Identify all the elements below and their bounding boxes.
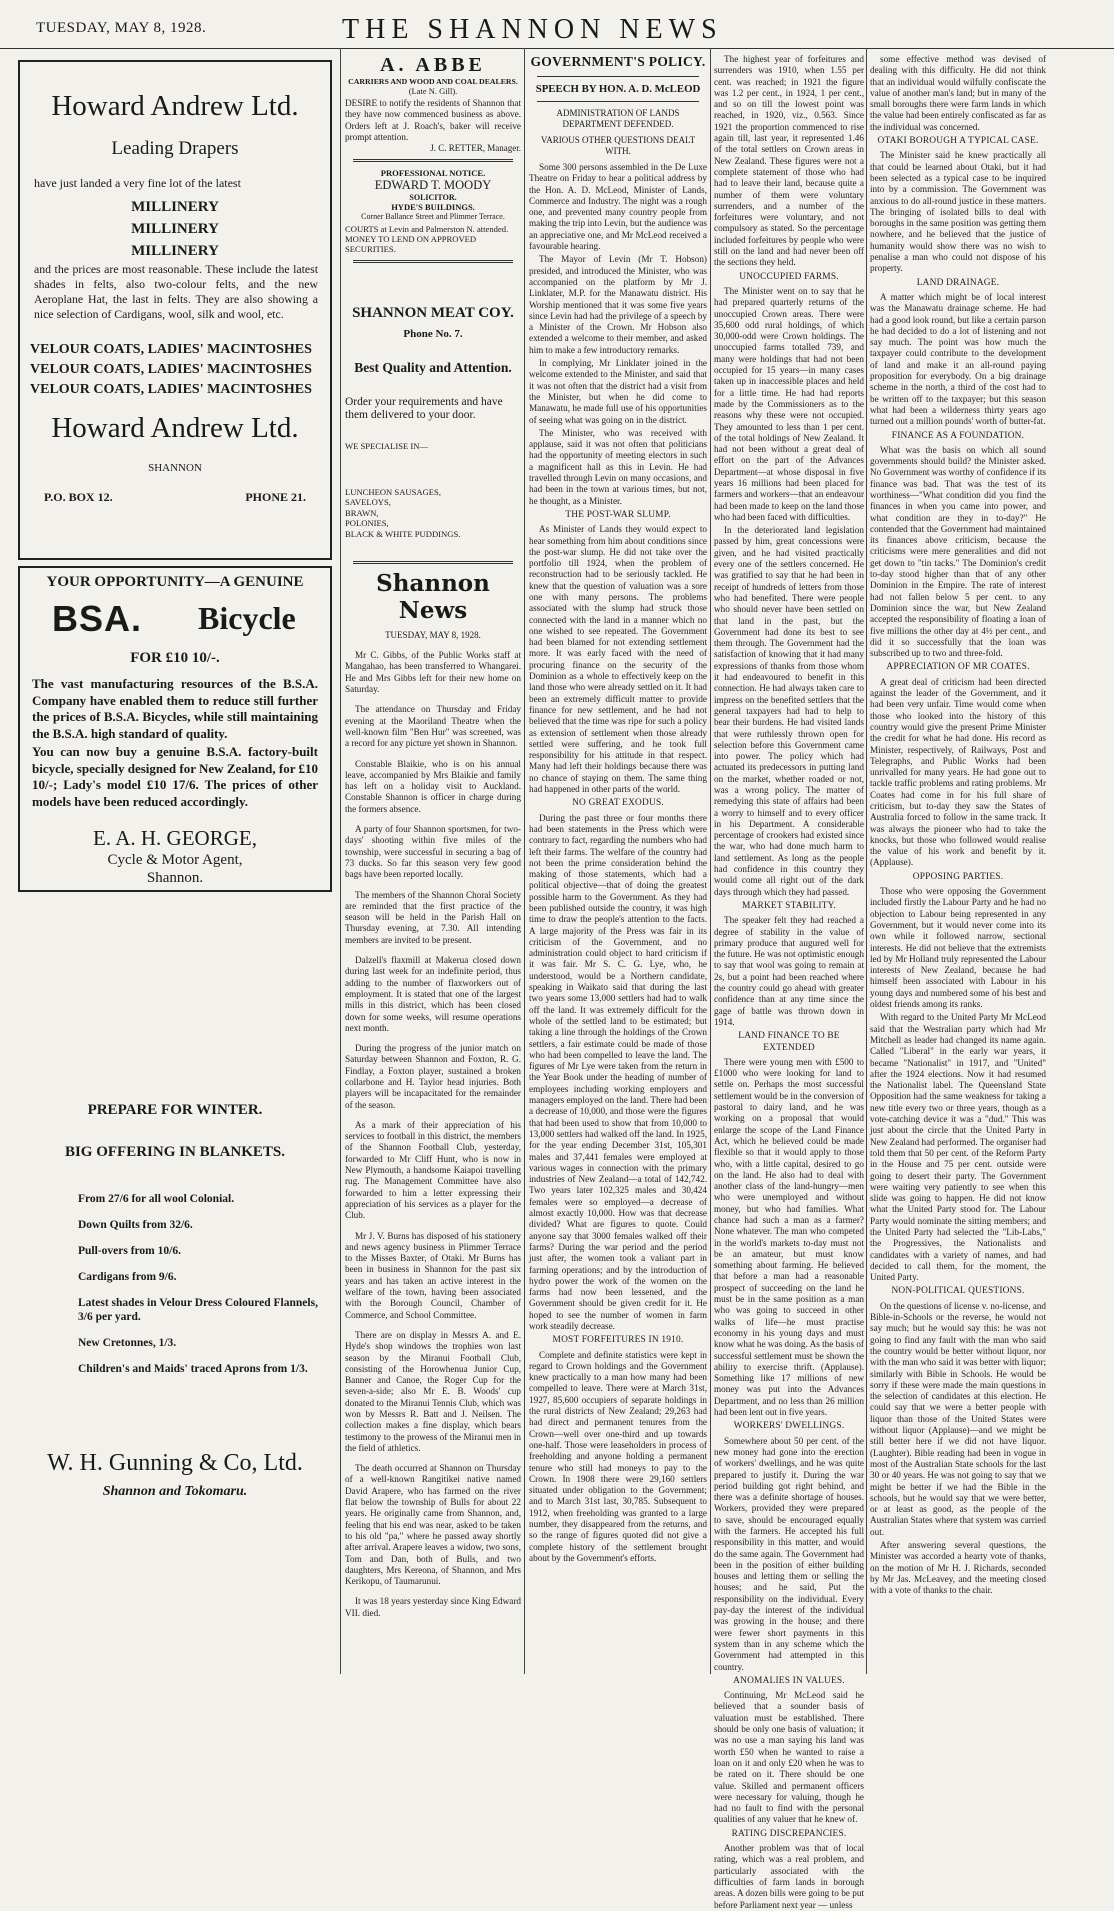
bsa-body: The vast manufacturing resources of the B.S.A. Company have enabled them to reduce still further the prices of B.S.A. Bicycles, while still maintaining the B.S.A. high standard of quality. xyxy=(32,676,318,741)
divider xyxy=(353,159,513,162)
winter-item: Cardigans from 9/6. xyxy=(78,1271,177,1283)
article-paragraph: What was the basis on which all sound governments should build? the Minister asked. No Government was worthy of confidence if its finance was bad. That was the test of its worthiness—"What condition did you find the finances in when you came into power, and what condition are they in to-day?" He contended that the Government had maintained its finances above criticism, because the criticisms were mere generalities and did not get down to "tin tacks." The Dominion's credit to-day stood higher than that of any other Dominion in the Empire. The rate of interest had not fallen below 5 per cent. to any Dominion since the war, but New Zealand accepted the responsibility of floating a loan of five millions the other day at 4½ per cent., and did it so successfully that the loan was subscribed up to two and three-fold. xyxy=(870,444,1046,659)
abbe-sign: J. C. RETTER, Manager. xyxy=(430,143,521,154)
article-paragraph: some effective method was devised of dealing with this difficulty. He did not think that an individual would wilfully confiscate the value of another man's land; but in many of the small boroughs there were farm lands in which the value had been entirely confiscated as far as the individual was concerned. xyxy=(870,54,1046,132)
gunning-winter-ad xyxy=(18,1056,332,1556)
winter-item: Pull-overs from 10/6. xyxy=(78,1245,181,1257)
coats-line: VELOUR COATS, LADIES' MACINTOSHES xyxy=(30,342,312,357)
shannon-news-title: Shannon News xyxy=(376,570,490,625)
news-item: It was 18 years yesterday since King Edward VII. died. xyxy=(345,1596,521,1618)
moody-notice: PROFESSIONAL NOTICE. xyxy=(380,168,486,179)
article-paragraph: In complying, Mr Linklater joined in the welcome extended to the Minister, and said that it was not often that the district had a visit from the Minister, but when he did come to Manawatu, he made full use of his opportunities of seeing what was going on in the district. xyxy=(529,358,707,425)
section-heading: NO GREAT EXODUS. xyxy=(572,798,664,809)
meat-phone: Phone No. 7. xyxy=(403,327,463,340)
abbe-late: (Late N. Gill). xyxy=(408,86,458,96)
article-paragraph: In the deteriorated land legislation passed by him, great concessions were given, and he had visited practically every one of the settlers concerned. He was gratified to say that he had been in receipt of hundreds of letters from those who had benefited. There were people who should never have been settled on that land in the past, but the Government had done its best to see them through. The Government had the satisfaction of knowing that it had many expressions of thanks from those whom it had endeavoured to benefit in this connection. He had always taken care to impress on the benefited settlers that the general taxpayers had had to help to bear their burdens. He had visited lands that were ruthlessly thrown open for selection before this Government came into power. The policy which had actuated its predecessors in putting land on the market, whether roaded or not, was a wrong policy. The matter of remedying this state of affairs had been a worry to himself and to every officer in his Department. A considerable percentage of crookers had existed since the war, who had done much harm to land settlement. As long as the people had confidence in this country they would come all right out of the dark days through which they had passed. xyxy=(714,525,864,897)
millinery-line: MILLINERY xyxy=(131,199,219,215)
shannon-news-items xyxy=(345,650,521,1619)
meat-good: SAVELOYS, xyxy=(345,497,391,508)
meat-special: WE SPECIALISE IN— xyxy=(345,440,429,451)
article-paragraph: Complete and definite statistics were kept in regard to Crown holdings and the Government knew practically to a man how many had been compelled to leave. There were at March 31st, 1927, 85,600 occupiers of separate holdings in the rural districts of New Zealand; 29,263 had had direct and permanent tenures from the Crown—well over one-third and up towards one-half. Those were leaseholders in process of freeholding and anyone holding a permanent tenure who still had moneys to pay to the Crown. In 1908 there were 29,160 settlers situated under obligation to the Government; and to March 31st last, 30,785. Subsequent to 1912, when freeholding was granted to a large number, they disappeared from the returns, and so the range of figures quoted did not give a complete history of the settlement brought about by the Government's efforts. xyxy=(529,1349,707,1563)
article-paragraph: There were young men with £500 to £1000 who were looking for land to settle on. Perhaps the most successful settlement would be in the conversion of pastoral to dairy land, and he was working on a proposal that would enlarge the scope of the Land Finance Act, which he believed could be made flexible so that it would apply to those who, with a little capital, desired to go on the land. He also had to deal with another class of the land-hungry—men who were unemployed and without money, but who had families. What chance had such a man as a farmer? None whatever. The man who competed in the world's markets to-day must not be an amateur, but must know something about farming. He believed that before a man had a reasonable prospect of succeeding on the land he must be in the same position as a man who was going to succeed in other walks of life—he must practise economy in his young days and must know what he was doing. As the basis of successful settlement must be shown the ability to exercise thrift. (Applause). Something like 17 millions of new money was put into the Advances Department, and no less than 26 million had been lent out in five years. xyxy=(714,1056,864,1418)
bsa-price: FOR £10 10/-. xyxy=(130,650,220,666)
column-rule xyxy=(524,48,525,1674)
bsa-body-2: You can now buy a genuine B.S.A. factory-built bicycle, specially designed for New Zealand, for £10 10/-; Lady's model £10 17/6. The prices of other models have been reduced accordingly. xyxy=(32,744,318,809)
abbe-body: DESIRE to notify the residents of Shannon that they have now commenced business as above. Orders left at J. Roach's, baker will receive prompt attention. xyxy=(345,98,521,142)
column-policy-1 xyxy=(529,54,707,1666)
policy-admin: ADMINISTRATION OF LANDS DEPARTMENT DEFENDED. xyxy=(556,108,680,129)
howard-name: Howard Andrew Ltd. xyxy=(51,90,299,122)
howard-place: SHANNON xyxy=(148,462,202,474)
issue-date: TUESDAY, MAY 8, 1928. xyxy=(36,20,207,36)
coats-line: VELOUR COATS, LADIES' MACINTOSHES xyxy=(30,362,312,377)
article-paragraph: Another problem was that of local rating, which was a real problem, and particularly associated with the difficulties of farm lands in borough areas. A dozen bills were going to be put before Parliament next year — unless xyxy=(714,1843,864,1910)
bsa-trade: Cycle & Motor Agent, xyxy=(107,852,243,868)
masthead xyxy=(0,0,1114,49)
millinery-line: MILLINERY xyxy=(131,221,219,237)
howard-andrew-ad xyxy=(18,60,332,560)
section-heading: APPRECIATION OF MR COATES. xyxy=(886,662,1030,673)
meat-order: Order your requirements and have them delivered to your door. xyxy=(345,395,503,422)
article-paragraph: The speaker felt they had reached a degree of stability in the value of primary produce that augured well for the future. He was not optimistic enough to say that wool was going to remain at 2s, but a point had been reached where the country could go ahead with greater confidence than at any time since the gage of battle was thrown down in 1914. xyxy=(714,915,864,1027)
meat-goods xyxy=(345,487,521,540)
winter-item: Down Quilts from 32/6. xyxy=(78,1219,193,1231)
policy-text-1 xyxy=(529,162,707,1564)
news-item: As a mark of their appreciation of his services to football in this district, the members of the Shannon Football Club, yesterday, forwarded to Mr Cliff Hunt, who is now in New Plymouth, a handsome Kaiapoi travelling rug. The Management Committee have also forwarded to him a letter expressing their appreciation of his services as a player for the Club. xyxy=(345,1119,521,1221)
news-item: Dalzell's flaxmill at Makerua closed down during last week for an indefinite period, thus adding to the number of flaxworkers out of employment. It is stated that one of the largest mills in this district, which has been closed down for some weeks, will resume operations next month. xyxy=(345,955,521,1033)
meat-good: BRAWN, xyxy=(345,507,379,518)
article-paragraph: After answering several questions, the Minister was accorded a hearty vote of thanks, on the motion of Mr H. J. Richards, seconded by Mr Jas. McLeavey, and the meeting closed with a vote of thanks to the chair. xyxy=(870,1540,1046,1596)
meat-good: POLONIES, xyxy=(345,518,389,529)
article-paragraph: On the questions of license v. no-license, and Bible-in-Schools or the reverse, he would not say much; but he would say this: he was not going to find any fault with the man who said the country would be better without liquor, nor with the man who said it was better with liquor; similarly with Bible in Schools. He would be sorry if these were made the main questions in the selection of candidates at this election. He could say that we were a better people with liquor than those of the United States were without liquor (Applause)—and we might be still better here if we did not have liquor. (Laughter). Bible reading had been in vogue in most of the Australian State schools for the last 30 or 40 years. He was not going to say that we might be better if we had the Bible in the schools, but he would say that we were better, or at least as good, as the people of the Australian States where that system was carried out. xyxy=(870,1300,1047,1537)
bsa-headline: YOUR OPPORTUNITY—A GENUINE xyxy=(46,574,304,590)
section-heading: LAND FINANCE TO BE EXTENDED xyxy=(738,1031,840,1053)
winter-subtitle: BIG OFFERING IN BLANKETS. xyxy=(64,1144,286,1160)
winter-items xyxy=(78,1192,318,1388)
news-item: A party of four Shannon sportsmen, for two-days' shooting within five miles of the township, were successful in securing a bag of 73 ducks. So far this season very few good bags have been reported locally. xyxy=(345,824,521,880)
policy-various: VARIOUS OTHER QUESTIONS DEALT WITH. xyxy=(540,135,696,156)
news-item: There are on display in Messrs A. and E. Hyde's shop windows the trophies won last season by the Miranui Football Club, consisting of the Horowhenua Junior Cup, Banner and Canoe, the Roger Cup for the seven-a-side; also Mr E. B. Woods' cup donated to the Miranui Tennis Club, which was won by Messrs R. Batt and J. Neilsen. The collection makes a fine display, which bears testimony to the prowess of the Miranui men in the field of athletics. xyxy=(345,1329,521,1453)
column-policy-3 xyxy=(870,54,1046,1666)
millinery-line: MILLINERY xyxy=(131,243,219,259)
article-paragraph: As Minister of Lands they would expect to hear something from him about conditions since the post-war slump. He did not take over the portfolio till 1924, when the problem of reconstruction had to be seriously tackled. He knew that the question of valuation was a sore one with many persons. The problems associated with the slump had struck those connected with the land in a manner which no one wished to see repeated. The Government had been blamed for not extending settlement more. It was early faced with the need of procuring finance on the security of the Dominion as a whole to effectively keep on the land those who were already settled on it. It had been an extremely difficult matter to provide finance for new settlement, and he had not believed that the time was ripe for such a policy as extension of settlement when those already settled were suffering, and he took full responsibility for his attitude in that respect. Many had left their holdings because there was no chance of staying on them. The same thing had happened in other parts of the world. xyxy=(529,524,707,795)
bsa-dealer: E. A. H. GEORGE, xyxy=(93,826,257,850)
policy-title: GOVERNMENT'S POLICY. xyxy=(530,54,706,69)
meat-quality: Best Quality and Attention. xyxy=(354,359,512,375)
policy-text-3 xyxy=(870,54,1046,1596)
column-rule xyxy=(710,48,711,1674)
news-item: The attendance on Thursday and Friday evening at the Maoriland Theatre when the well-known film "Ben Hur" was screened, was a record for any picture yet shown in Shannon. xyxy=(345,704,521,749)
divider xyxy=(537,101,699,102)
gunning-firm: W. H. Gunning & Co, Ltd. xyxy=(47,1450,303,1476)
news-item: The death occurred at Shannon on Thursday of a well-known Rangitikei native named David Arapere, who has farmed on the river flat below the township of Bulls for about 22 years. He originally came from Shannon, and, feeling that his end was near, asked to be taken to his old "pa," where he passed away shortly after arrival. Arapere leaves a widow, two sons, Tom and Dan, both of Bulls, and two daughters, Mrs Kereona, of Shannon, and Mrs Kerikopu, of Taumarunui. xyxy=(345,1463,521,1587)
section-heading: MOST FORFEITURES IN 1910. xyxy=(552,1335,684,1346)
news-item: Constable Blaikie, who is on his annual leave, accompanied by Mrs Blaikie and family has left on a holiday visit to Auckland. Constable Shannon is officer in charge during the formers absence. xyxy=(345,758,521,814)
section-heading: NON-POLITICAL QUESTIONS. xyxy=(891,1286,1025,1297)
section-heading: THE POST-WAR SLUMP. xyxy=(565,509,671,520)
moody-role: SOLICITOR. xyxy=(409,193,457,203)
article-paragraph: Those who were opposing the Government included firstly the Labour Party and he had no objection to Labour being represented in any Government, but it would never come into its own while it followed narrow, sectional interests. He did not believe that the extremists led by Mr Holland truly represented the Labour interests of New Zealand, because he had himself been associated with Labour in his young days and numbered some of his best and oldest friends among its ranks. xyxy=(870,886,1046,1010)
policy-speech: SPEECH BY HON. A. D. McLEOD xyxy=(535,83,701,95)
winter-item: Latest shades in Velour Dress Coloured Flannels, 3/6 per yard. xyxy=(78,1297,318,1323)
moody-courts: COURTS at Levin and Palmerston N. attended. xyxy=(345,223,509,234)
divider xyxy=(353,260,513,263)
meat-good: LUNCHEON SAUSAGES, xyxy=(345,486,441,497)
winter-title: PREPARE FOR WINTER. xyxy=(87,1102,263,1118)
article-paragraph: The Minister went on to say that he had prepared quarterly returns of the unoccupied Crown areas. There were 35,600 odd rural holdings, of which 30,000-odd were Crown holdings. The unoccupied farms totalled 739, and many were holdings that had not been occupied for 15 years—in many cases taken up in inaccessible places and held for a little time. He had had reports made by the Commissioners as to the reasons why these were not occupied. They amounted to less than 1 per cent. of the total holdings of New Zealand. It had not been without a great deal of effort on the part of the Advances Department—at whose disposal in five years 16 millions had been placed for farmers and workers—that an endeavour had been made to keep on the land those who had been faced with difficulties. xyxy=(714,285,865,522)
coats-list xyxy=(30,340,324,400)
moody-name: EDWARD T. MOODY xyxy=(374,178,492,193)
column-notices xyxy=(345,54,521,1666)
policy-text-2 xyxy=(714,54,864,1911)
news-item: The members of the Shannon Choral Society are reminded that the first practice of the season will be held in the Parish Hall on Thursday evening, at 7.30. All intending members are invited to be present. xyxy=(345,889,521,945)
section-heading: OPPOSING PARTIES. xyxy=(912,871,1004,882)
article-paragraph: Somewhere about 50 per cent. of the new money had gone into the erection of workers' dwellings, and he was quite prepared to justify it. During the war period building got right behind, and there was a definite shortage of houses. Workers, provided they were prepared to save, should be encouraged equally with the farmers. He accepted his full responsibility in this matter, and would do the same again. The Government had been in the position of either building houses and letting them or selling the houses; and he said, Put the responsibility on the individual. Every pay-day the interest of the individual was growing in the house; and there were fewer short payments in this system than in any scheme which the Government had attempted in this country. xyxy=(714,1435,864,1672)
divider xyxy=(537,76,699,77)
coats-line: VELOUR COATS, LADIES' MACINTOSHES xyxy=(30,382,312,397)
bsa-product: Bicycle xyxy=(198,600,296,636)
article-paragraph: A matter which might be of local interest was the Manawatu drainage scheme. He had had a good look round, but like a certain parson he had decided to do a lot of listening and not say much. The point was how much the taxpayer could contribute to the development of land and make it an all-round paying proposition for everybody. On a big drainage scheme in the north, a third of the cost had to be written off to the taxpayer; but this season what had been a wilderness thirty years ago turned out a million pounds' worth of butter-fat. xyxy=(870,291,1046,427)
article-paragraph: The highest year of forfeitures and surrenders was 1910, when 1.55 per cent. was reached; in 1921 the figure was 1.2 per cent., in 1924, 1 per cent., and so on till the lowest point was reached, in 1920, viz., 0.563. Since 1921 the proportion commenced to rise again till, last year, it represented 1.46 of the total settlers on Crown areas in New Zealand. These figures were not a complete statement of those who had had to leave their land, because quite a number of them were voluntary surrenders, and a number of the forfeitures were voluntary, and not compulsory as stated. So the percentage included forfeitures by people who were still on the land and had never been off the sections they held. xyxy=(714,54,864,268)
winter-item: From 27/6 for all wool Colonial. xyxy=(78,1193,235,1205)
moody-address: Corner Ballance Street and Plimmer Terrace. xyxy=(361,212,505,222)
column-rule xyxy=(340,48,341,1674)
article-paragraph: During the past three or four months there had been statements in the Press which were contrary to fact, regarding the numbers who had left their farms. The welfare of the country had not been the prime consideration behind the making of those statements, which had a political objective—that of doing the greatest possible harm to the Government. As they had been published outside the country, it was high time to draw the people's attention to the facts. A large majority of the Press was fair in its criticism of the Government, and no administration could object to hard criticism if it was fair. Mr S. C. G. Lye, who, he understood, would be a Northern candidate, speaking in Waikato said that during the last two years some 13,000 settlers had had to walk off the land. It was extremely difficult for the whole of the settled land to be estimated; but taking a line through the holdings of the Crown settlers, a fair estimate could be made of those who had been compelled to leave the land. The figures of Mr Lye were taken from the return in the Year Book under the heading of number of employees including working employers and managers employed on the land. There had been a decrease of 10,000, and those were the figures that had been used to show that from 10,000 to 13,000 settlers had walked off the land. In 1925, for the year ending December 31st, 105,301 males and 37,441 females were employed at various wages in connection with the primary industries of New Zealand—a total of 142,742. Two years later 102,325 males and 30,424 females were so employed—a decrease of almost exactly 10,000. How was that decrease divided? What are figures to quote. Could anyone say that 3000 females walked off their farms? During the war period and the period just after, the women took a valiant part in farming operations; and by the introduction of hydro power the work of the women on the farms had now been lessened, and the Government should be given credit for it. He hoped to see the number of women in farm work steadily decrease. xyxy=(529,812,707,1331)
millinery-list xyxy=(20,196,330,262)
moody-building: HYDE'S BUILDINGS. xyxy=(391,202,475,213)
howard-po-box: P.O. BOX 12. xyxy=(44,490,113,504)
section-heading: FINANCE AS A FOUNDATION. xyxy=(891,430,1025,441)
howard-description: and the prices are most reasonable. These include the latest shades in felts, also two-colour felts, and the new Aeroplane Hat, the last in felts. They are also showing a nice selection of Cardigans, wool, silk and wool, etc. xyxy=(34,262,318,321)
article-paragraph: Continuing, Mr McLeod said he believed that a sounder basis of valuation must be established. There should be only one basis of valuation; it was no use a man saying his land was worth £50 when he wanted to raise a loan on it and only £20 when he was to be rated on it. There should be one value. Skilled and permanent officers were necessary for valuing, though he had no fault to find with the personal qualities of any valuer that he knew of. xyxy=(714,1690,864,1825)
abbe-trade: CARRIERS AND WOOD AND COAL DEALERS. xyxy=(348,77,518,86)
article-paragraph: A great deal of criticism had been directed against the leader of the Government, and it had been very unfair. Time would come when those who looked into the history of this country would give the present Prime Minister the credit for what he had done. His record as Minister, respectively, of Railways, Post and Telegraphs, and Public Works had been unrivalled for many years. He had gone out to tackle traffic problems and rating problems. Mr Coates had come in for his full share of criticism, but to-day they saw the States of Australia forced to follow in the same track. It was always the pioneer who had to take the knocks, but those who followed would realise the value of his work and benefit by it. (Applause). xyxy=(870,676,1046,868)
howard-name-footer: Howard Andrew Ltd. xyxy=(51,412,299,444)
gunning-towns: Shannon and Tokomaru. xyxy=(102,1484,248,1499)
abbe-name: A. ABBE xyxy=(380,54,486,76)
article-paragraph: The Minister, who was received with applause, said it was not often that politicians had the opportunity of meeting electors in such a magnificent hall as this in Levin. He had travelled through Levin on many occasions, and had been in the town at various times, but not, he thought, as a Minister. xyxy=(529,427,707,506)
newspaper-title: THE SHANNON NEWS xyxy=(342,14,723,45)
meat-name: SHANNON MEAT COY. xyxy=(352,304,514,321)
news-item: Mr J. V. Burns has disposed of his stationery and news agency business in Plimmer Terrace to the Misses Baxter, of Otaki. Mr Burns has been in business in Shannon for the past six years and has taken an active interest in the welfare of the town, having been associated with the Borough Council, Chamber of Commerce, and School Committee. xyxy=(345,1230,521,1320)
article-paragraph: The Minister said he knew practically all that could be learned about Otaki, but it had been selected as a typical case to be inquired into by a commission. The Government was anxious to do all-round justice in these matters. The bringing of isolated bills to deal with boroughs in the same position was getting them nowhere, and he believed that the justice of humanity would show there was no wish to penalise a man who could not dispose of his property. xyxy=(870,150,1046,274)
howard-intro: have just landed a very fine lot of the latest xyxy=(34,176,241,190)
meat-good: BLACK & WHITE PUDDINGS. xyxy=(345,528,461,539)
section-heading: UNOCCUPIED FARMS. xyxy=(739,271,839,282)
section-heading: WORKERS' DWELLINGS. xyxy=(733,1421,845,1432)
column-policy-2 xyxy=(714,54,865,1910)
bsa-bicycle-ad xyxy=(18,566,332,892)
column-rule xyxy=(866,48,867,1674)
article-paragraph: With regard to the United Party Mr McLeod said that the Westralian party which had Mr Mitchell as leader had changed its name again. Called "Liberal" in the early war years, it became "Nationalist" in 1917, and "United" after the 1924 elections. Now it had resumed the Nationalist label. The Queensland State Opposition had the same weakness for taking a new title every two or three years, though as a vote-catching device it was a "dud." This was just about the circle that the United Party in New Zealand had performed. The organiser had told them that 50 per cent. of the Reform Party in the House and 75 per cent. outside were going to desert their party. The Government were waiting very patiently to see when this slide was going to happen. He did not know what the United Party stood for. The Labour Party would nominate the sitting members; and the United Party had selected the "Lib-Labs," the Progressives, the Nationalists and candidates with a variety of names, and had decided to call them, for the moment, the United Party. xyxy=(870,1012,1046,1283)
bsa-town: Shannon. xyxy=(146,870,204,886)
howard-phone: PHONE 21. xyxy=(245,490,306,504)
howard-tagline: Leading Drapers xyxy=(111,138,239,159)
news-item: During the progress of the junior match on Saturday between Shannon and Foxton, R. G. Findlay, a Foxton player, sustained a broken collarbone and H. Taylor head injuries. Both players will be incapacitated for the remainder of the season. xyxy=(345,1043,521,1110)
section-heading: RATING DISCREPANCIES. xyxy=(731,1828,847,1839)
article-paragraph: The Mayor of Levin (Mr T. Hobson) presided, and introduced the Minister, who was accompanied on the platform by Mr J. Linklater, M.P. for the Manawatu district. His Worship mentioned that it was some five years since Levin had had the privilege of a speech by a Minister of the Crown. Mr Hobson also extended a welcome to their member, and asked him to make a few introductory remarks. xyxy=(529,254,707,355)
article-paragraph: Some 300 persons assembled in the De Luxe Theatre on Friday to hear a political address by the Hon. A. D. McLeod, Minister of Lands, Commerce and Industry. The night was a rough one, and prevented many country people from making the trip into Levin, but the audience was an appreciative one, and Mr McLeod received a favourable hearing. xyxy=(529,162,707,252)
winter-item: New Cretonnes, 1/3. xyxy=(78,1337,177,1349)
news-item: Mr C. Gibbs, of the Public Works staff at Mangahao, has been transferred to Whangarei. He and Mrs Gibbs left for their new home on Saturday. xyxy=(345,650,521,695)
shannon-news-date: TUESDAY, MAY 8, 1928. xyxy=(385,630,481,641)
section-heading: ANOMALIES IN VALUES. xyxy=(733,1675,845,1686)
moody-money: MONEY TO LEND ON APPROVED SECURITIES. xyxy=(345,233,477,254)
section-heading: MARKET STABILITY. xyxy=(742,900,836,911)
section-heading: OTAKI BOROUGH A TYPICAL CASE. xyxy=(877,136,1039,147)
bsa-brand: BSA. xyxy=(52,598,143,639)
divider xyxy=(353,561,513,564)
winter-item: Children's and Maids' traced Aprons from 1/3. xyxy=(78,1363,308,1375)
section-heading: LAND DRAINAGE. xyxy=(916,277,1000,288)
